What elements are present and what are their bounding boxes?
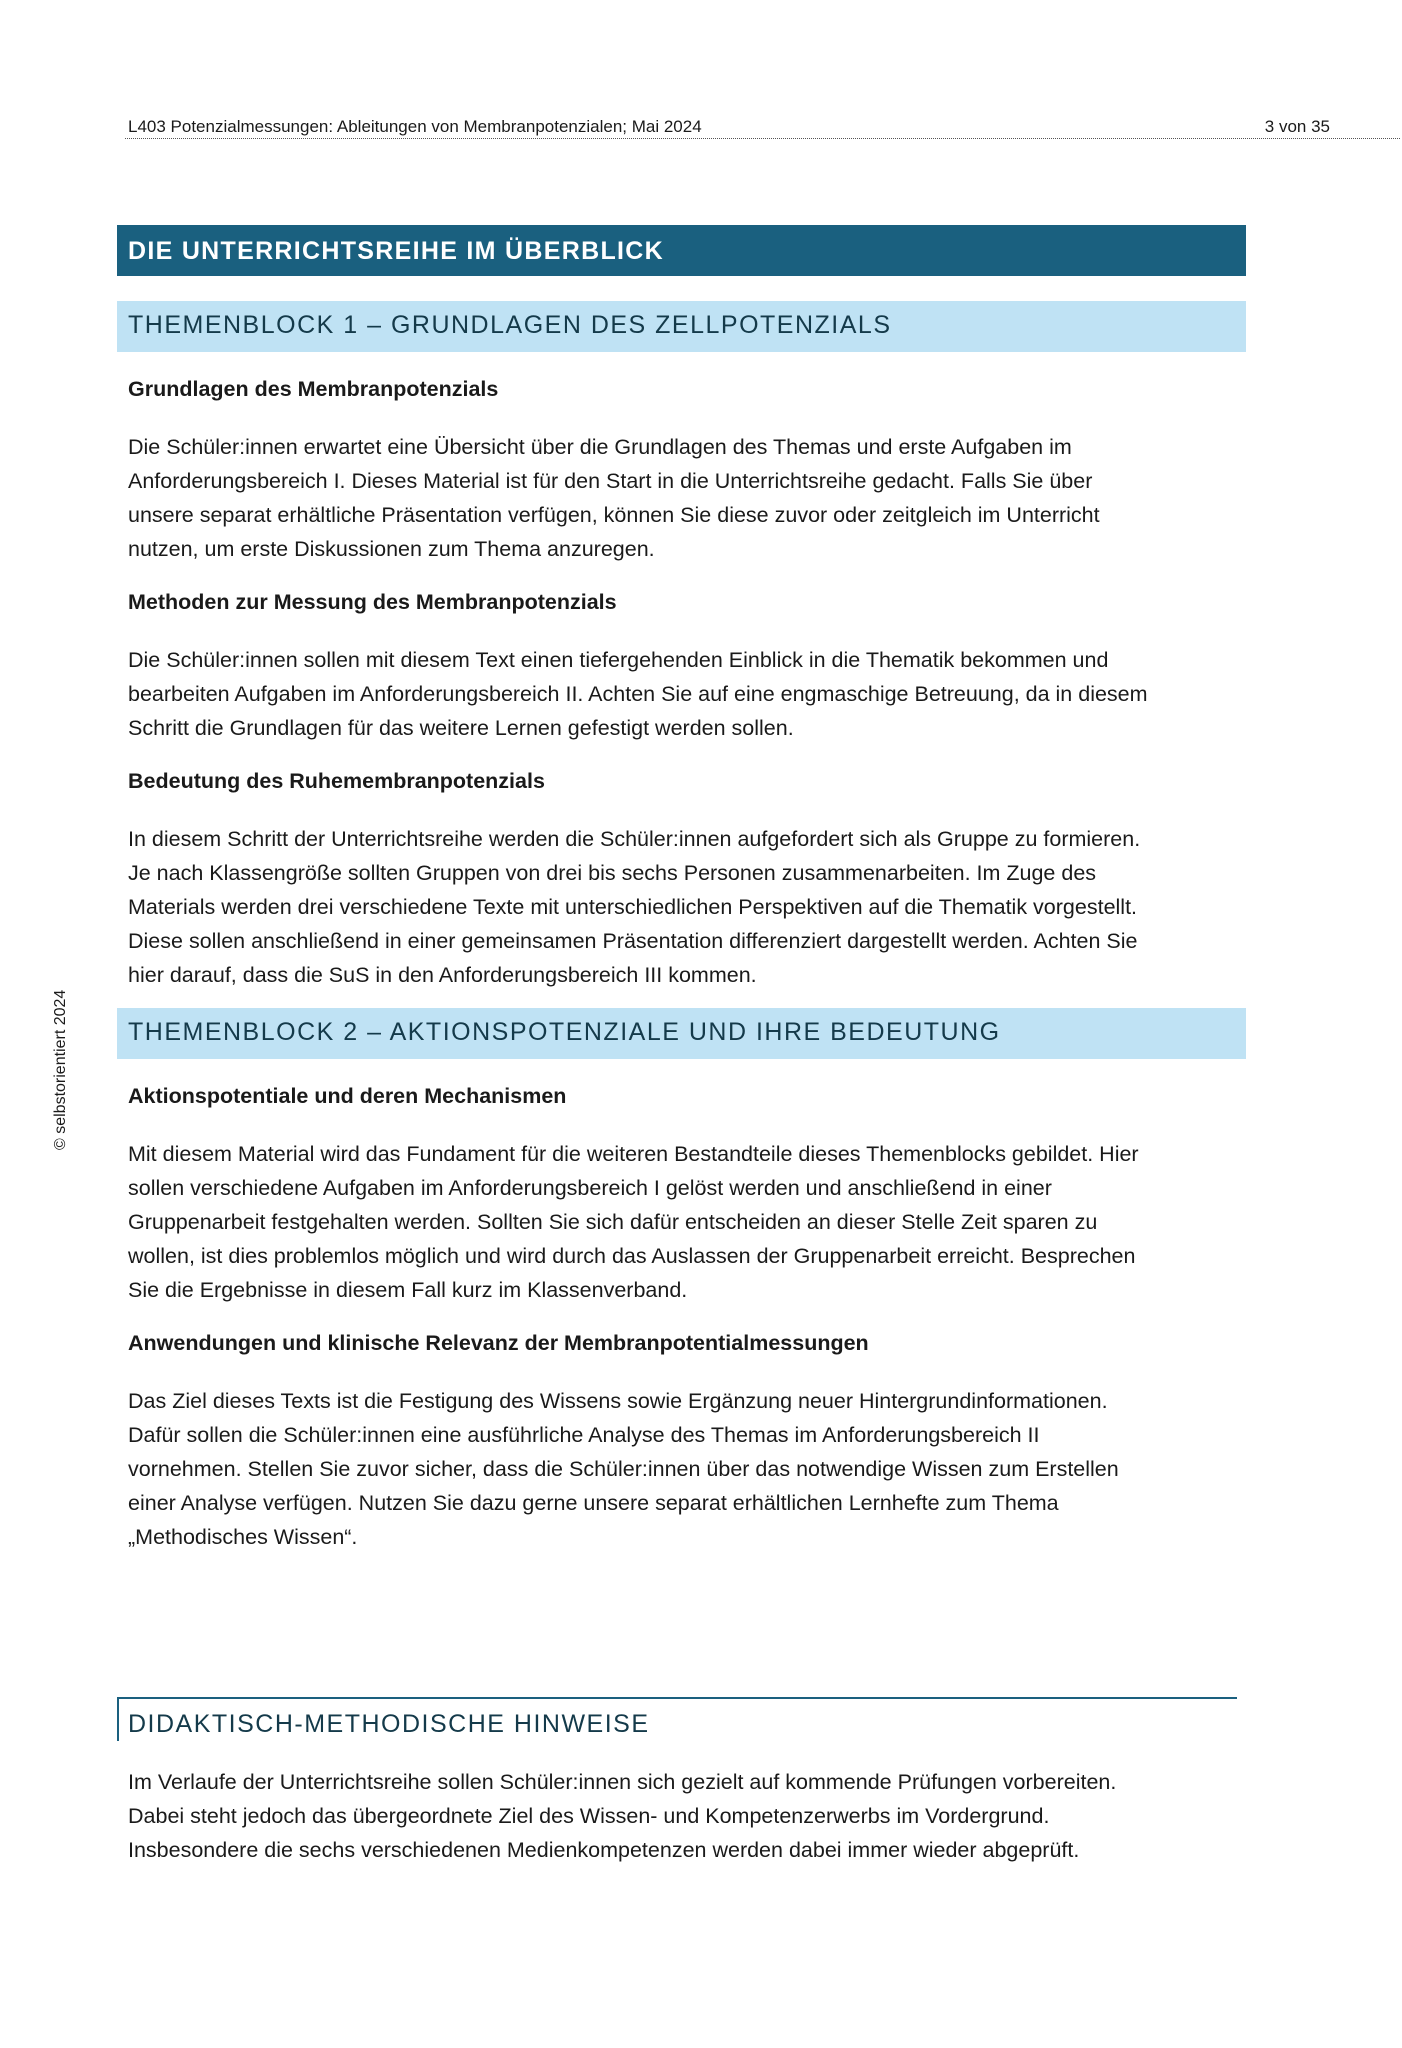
text-line: wollen, ist dies problemlos möglich und wird durch das Auslassen der Gruppenarbeit erreicht. Besprechen	[128, 1244, 1136, 1268]
text-line: bearbeiten Aufgaben im Anforderungsbereich II. Achten Sie auf eine engmaschige Betreuung, da in diesem	[128, 682, 1148, 706]
text-line: Gruppenarbeit festgehalten werden. Sollten Sie sich dafür entscheiden an dieser Stelle Zeit sparen zu	[128, 1210, 1098, 1234]
text-line: Das Ziel dieses Texts ist die Festigung des Wissens sowie Ergänzung neuer Hintergrundinformationen.	[128, 1389, 1108, 1413]
section-heading: Grundlagen des Membranpotenzials	[128, 377, 499, 401]
page-number: 3 von 35	[1264, 117, 1330, 136]
text-line: Materials werden drei verschiedene Texte mit unterschiedlichen Perspektiven auf die Thematik vorgestellt.	[128, 895, 1138, 919]
text-line: vornehmen. Stellen Sie zuvor sicher, dass die Schüler:innen über das notwendige Wissen zum Erstellen	[128, 1457, 1119, 1481]
text-line: sollen verschiedene Aufgaben im Anforderungsbereich I gelöst werden und anschließend in einer	[128, 1176, 1052, 1200]
side-copyright: © selbstorientiert 2024	[52, 989, 69, 1150]
text-line: Insbesondere die sechs verschiedenen Medienkompetenzen werden dabei immer wieder abgeprüft.	[128, 1838, 1080, 1862]
didactic-paragraph	[117, 1765, 1246, 1867]
block-2-title: THEMENBLOCK 2 – AKTIONSPOTENZIALE UND IHRE BEDEUTUNG	[117, 1008, 1246, 1059]
text-line: Diese sollen anschließend in einer gemeinsamen Präsentation differenziert dargestellt werden. Achten Sie	[128, 929, 1138, 953]
main-title: DIE UNTERRICHTSREIHE IM ÜBERBLICK	[117, 225, 1246, 276]
section-heading: Bedeutung des Ruhemembranpotenzials	[128, 769, 545, 793]
text-line: Dafür sollen die Schüler:innen eine ausführliche Analyse des Themas im Anforderungsbereich II	[128, 1423, 1040, 1447]
didactic-heading: DIDAKTISCH-METHODISCHE HINWEISE	[117, 1697, 1237, 1741]
section-paragraph	[117, 643, 1246, 745]
document-title: L403 Potenzialmessungen: Ableitungen von Membranpotenzialen; Mai 2024	[128, 117, 702, 136]
overview-section	[117, 225, 1246, 1554]
text-line: Dabei steht jedoch das übergeordnete Ziel des Wissen- und Kompetenzerwerbs im Vordergrund.	[128, 1804, 1050, 1828]
text-line: Anforderungsbereich I. Dieses Material ist für den Start in die Unterrichtsreihe gedacht. Falls Sie über	[128, 469, 1093, 493]
text-line: Im Verlaufe der Unterrichtsreihe sollen Schüler:innen sich gezielt auf kommende Prüfungen vorbereiten.	[128, 1770, 1117, 1794]
text-line: In diesem Schritt der Unterrichtsreihe werden die Schüler:innen aufgefordert sich als Gruppe zu formieren.	[128, 827, 1141, 851]
text-line: Schritt die Grundlagen für das weitere Lernen gefestigt werden sollen.	[128, 716, 794, 740]
section-paragraph	[117, 1137, 1246, 1307]
text-line: unsere separat erhältliche Präsentation verfügen, können Sie diese zuvor oder zeitgleich im Unterricht	[128, 503, 1100, 527]
section-heading: Methoden zur Messung des Membranpotenzials	[128, 590, 617, 614]
text-line: Die Schüler:innen erwartet eine Übersicht über die Grundlagen des Themas und erste Aufgaben im	[128, 435, 1072, 459]
section-heading: Anwendungen und klinische Relevanz der Membranpotentialmessungen	[128, 1331, 869, 1355]
page-header	[125, 114, 1400, 139]
section-paragraph	[117, 1384, 1246, 1554]
section-paragraph	[117, 822, 1246, 992]
section-paragraph	[117, 430, 1246, 566]
block-1-title: THEMENBLOCK 1 – GRUNDLAGEN DES ZELLPOTENZIALS	[117, 301, 1246, 352]
text-line: Mit diesem Material wird das Fundament für die weiteren Bestandteile dieses Themenblocks gebildet. Hier	[128, 1142, 1139, 1166]
text-line: hier darauf, dass die SuS in den Anforderungsbereich III kommen.	[128, 963, 757, 987]
text-line: Je nach Klassengröße sollten Gruppen von drei bis sechs Personen zusammenarbeiten. Im Zuge des	[128, 861, 1097, 885]
text-line: nutzen, um erste Diskussionen zum Thema anzuregen.	[128, 537, 655, 561]
text-line: Sie die Ergebnisse in diesem Fall kurz im Klassenverband.	[128, 1278, 688, 1302]
text-line: Die Schüler:innen sollen mit diesem Text einen tiefergehenden Einblick in die Thematik bekommen und	[128, 648, 1109, 672]
text-line: einer Analyse verfügen. Nutzen Sie dazu gerne unsere separat erhältlichen Lernhefte zum Thema	[128, 1491, 1059, 1515]
text-line: „Methodisches Wissen“.	[128, 1525, 358, 1549]
section-heading: Aktionspotentiale und deren Mechanismen	[128, 1084, 567, 1108]
